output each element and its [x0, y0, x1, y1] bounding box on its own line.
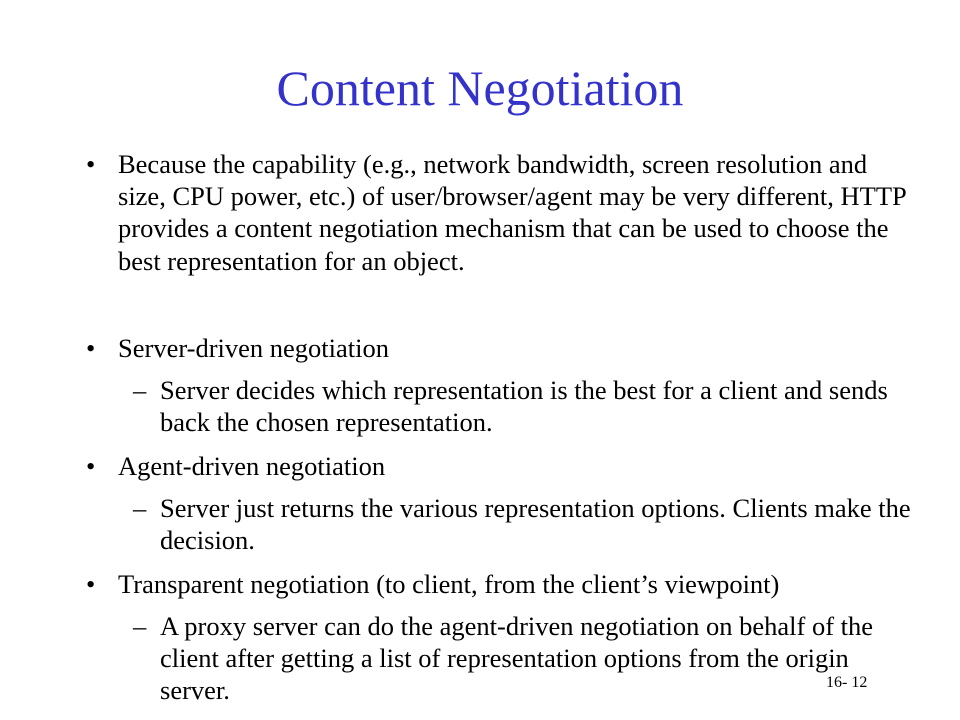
bullet-glyph: • — [86, 451, 96, 481]
bullet-glyph: • — [86, 569, 96, 599]
bullet-text: Agent-driven negotiation — [118, 451, 386, 481]
sub-bullet-text: Server just returns the various representation options. Clients make the decision. — [160, 493, 911, 556]
dash-glyph: – — [133, 493, 147, 523]
bullet-text: Transparent negotiation (to client, from the client’s viewpoint) — [118, 569, 780, 599]
sub-bullet-text: Server decides which representation is the best for a client and sends back the chosen representation. — [160, 375, 888, 438]
page-number: 16- 12 — [826, 674, 868, 691]
bullet-glyph: • — [86, 149, 96, 179]
slide-title: Content Negotiation — [276, 60, 684, 116]
dash-glyph: – — [133, 611, 147, 641]
dash-glyph: – — [133, 375, 147, 405]
bullet-glyph: • — [86, 333, 96, 363]
bullet-text: Server-driven negotiation — [118, 333, 390, 363]
sub-bullet-text: A proxy server can do the agent-driven negotiation on behalf of the client after getting a list of representation options from the origin server. — [160, 611, 874, 706]
bullet-text: Because the capability (e.g., network bandwidth, screen resolution and size, CPU power, etc.) of user/browser/agent may be very different, HTTP provides a content negotiation mechanism that can be used to choose the best representation for an object. — [118, 149, 906, 276]
